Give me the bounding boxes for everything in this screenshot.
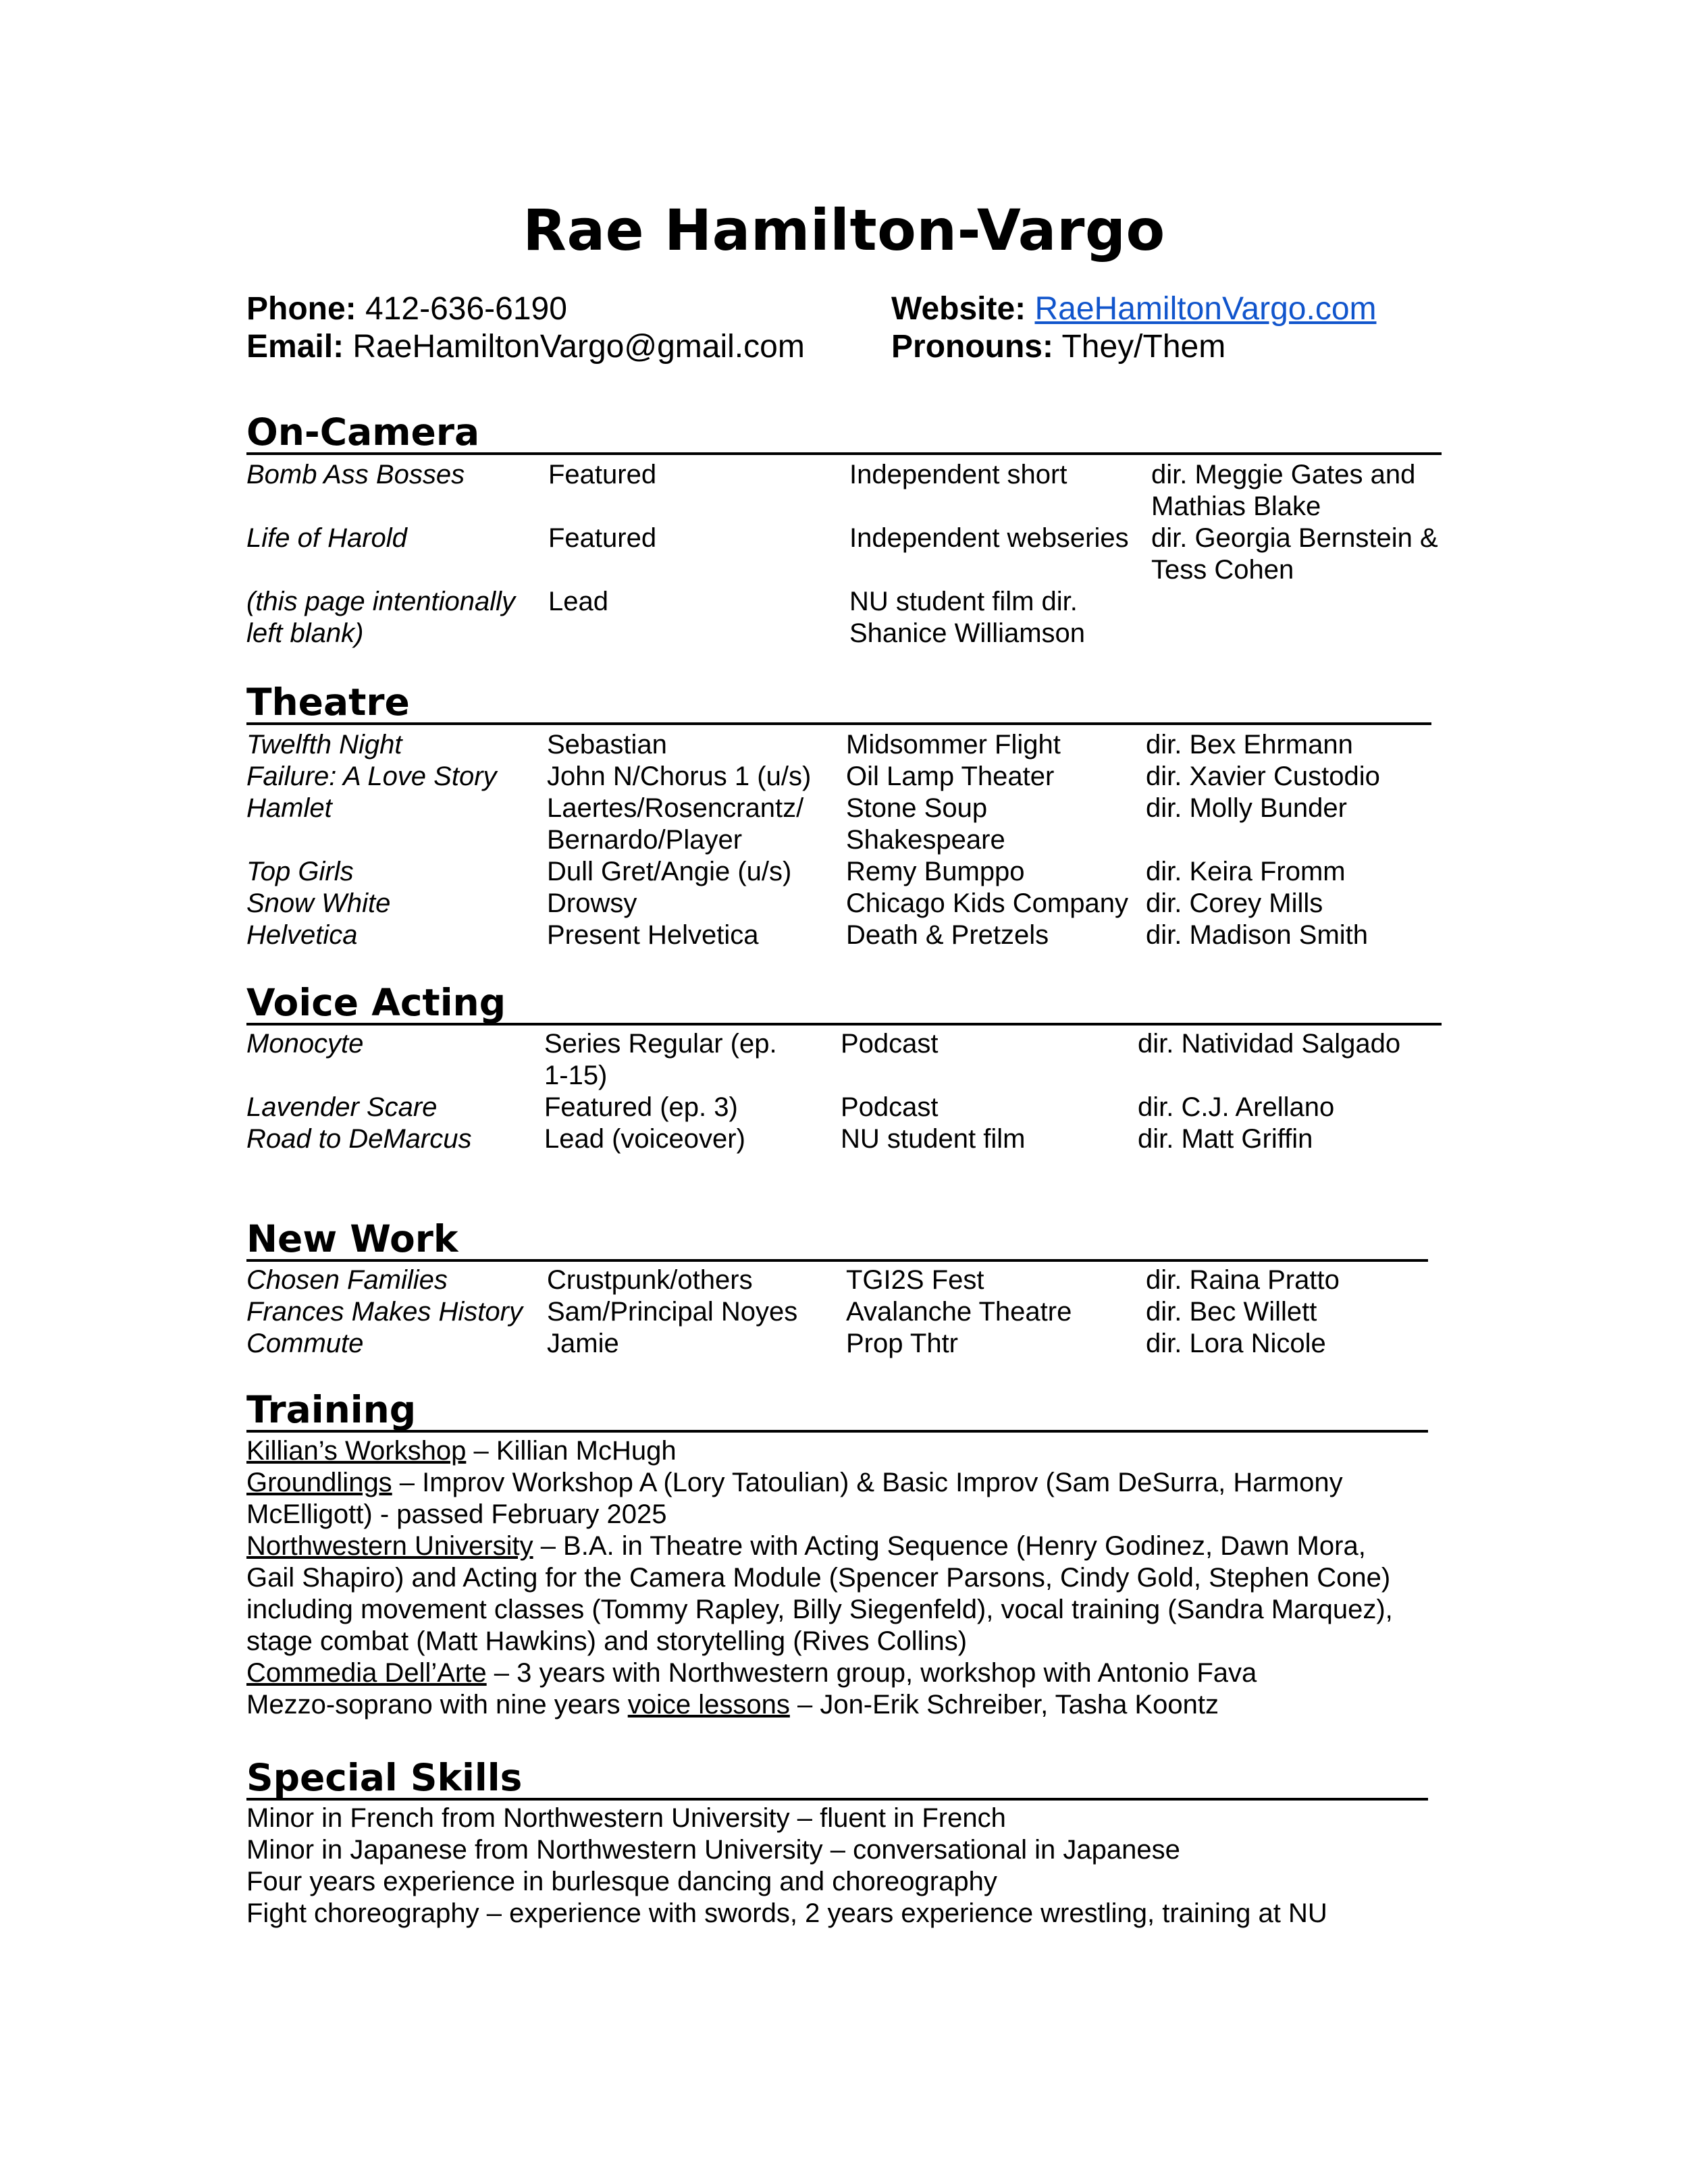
credit-venue: Chicago Kids Company [846, 888, 1128, 918]
training-line: Groundlings – Improv Workshop A (Lory Tatoulian) & Basic Improv (Sam DeSurra, Harmony [246, 1468, 1343, 1497]
credit-role: Lead [548, 587, 608, 616]
credit-venue: NU student film [841, 1124, 1026, 1154]
skill-line: Minor in Japanese from Northwestern University – conversational in Japanese [246, 1835, 1180, 1865]
training-link: Northwestern University [246, 1531, 533, 1561]
skill-line: Four years experience in burlesque dancing and choreography [246, 1867, 997, 1896]
section-heading-on-camera: On-Camera [246, 412, 1442, 455]
credit-venue: Oil Lamp Theater [846, 762, 1055, 791]
training-line: Commedia Dell’Arte – 3 years with Northwestern group, workshop with Antonio Fava [246, 1658, 1257, 1688]
credit-title: Frances Makes History [246, 1297, 523, 1327]
credit-director: dir. Meggie Gates and Mathias Blake [1151, 460, 1416, 521]
credit-role: Featured [548, 523, 657, 553]
credit-role: Featured [548, 460, 657, 489]
section-heading-training: Training [246, 1389, 1428, 1433]
credit-role: Crustpunk/others [547, 1265, 753, 1295]
credit-director: dir. Bec Willett [1146, 1297, 1317, 1327]
section-heading-voice-acting: Voice Acting [246, 982, 1442, 1026]
skill-line: Fight choreography – experience with swords, 2 years experience wrestling, training at NU [246, 1898, 1327, 1928]
credit-director: dir. Keira Fromm [1146, 857, 1346, 886]
credit-role: Laertes/Rosencrantz/ Bernardo/Player [547, 793, 804, 855]
credit-director: dir. Matt Griffin [1138, 1124, 1313, 1154]
credit-role: Dull Gret/Angie (u/s) [547, 857, 792, 886]
credit-role: Series Regular (ep. 1-15) [544, 1029, 777, 1090]
credit-title: Lavender Scare [246, 1092, 438, 1122]
phone-value: 412-636-6190 [365, 291, 567, 327]
training-link: Commedia Dell’Arte [246, 1658, 487, 1688]
credit-venue: Podcast [841, 1029, 939, 1059]
credit-director: dir. Georgia Bernstein & Tess Cohen [1151, 523, 1438, 585]
section-heading-new-work: New Work [246, 1219, 1428, 1262]
credit-director: dir. Xavier Custodio [1146, 762, 1380, 791]
website-link[interactable]: RaeHamiltonVargo.com [1034, 291, 1377, 327]
credit-venue: TGI2S Fest [846, 1265, 984, 1295]
credit-venue: Prop Thtr [846, 1329, 958, 1358]
pronouns-line [891, 328, 1225, 366]
section-heading-theatre: Theatre [246, 682, 1431, 725]
credit-director: dir. Raina Pratto [1146, 1265, 1340, 1295]
training-line: Northwestern University – B.A. in Theatre with Acting Sequence (Henry Godinez, Dawn Mora, [246, 1531, 1366, 1561]
credit-role: Present Helvetica [547, 920, 759, 950]
email-value: RaeHamiltonVargo@gmail.com [352, 329, 805, 365]
credit-title: Monocyte [246, 1029, 364, 1059]
credit-title: Failure: A Love Story [246, 762, 497, 791]
training-line: including movement classes (Tommy Rapley, Billy Siegenfeld), vocal training (Sandra Marquez), [246, 1595, 1393, 1624]
credit-role: Jamie [547, 1329, 619, 1358]
credit-role: Featured (ep. 3) [544, 1092, 738, 1122]
training-link: Killian’s Workshop [246, 1436, 467, 1466]
credit-role: John N/Chorus 1 (u/s) [547, 762, 812, 791]
credit-title: (this page intentionally left blank) [246, 587, 516, 648]
credit-director: dir. Natividad Salgado [1138, 1029, 1401, 1059]
credit-venue: Podcast [841, 1092, 939, 1122]
credit-venue: Death & Pretzels [846, 920, 1049, 950]
website-line [891, 290, 1377, 328]
training-link: voice lessons [627, 1690, 790, 1720]
training-line: McElligott) - passed February 2025 [246, 1499, 667, 1529]
training-line: Killian’s Workshop – Killian McHugh [246, 1436, 677, 1466]
email-line [246, 328, 805, 366]
credit-title: Life of Harold [246, 523, 407, 553]
section-heading-special-skills: Special Skills [246, 1757, 1428, 1801]
credit-role: Sam/Principal Noyes [547, 1297, 798, 1327]
credit-venue: Avalanche Theatre [846, 1297, 1072, 1327]
credit-venue: Stone Soup Shakespeare [846, 793, 1005, 855]
credit-title: Chosen Families [246, 1265, 448, 1295]
training-line: Gail Shapiro) and Acting for the Camera Module (Spencer Parsons, Cindy Gold, Stephen Cone) [246, 1563, 1391, 1593]
credit-title: Hamlet [246, 793, 332, 823]
credit-title: Commute [246, 1329, 364, 1358]
credit-director: dir. C.J. Arellano [1138, 1092, 1335, 1122]
resume-name: Rae Hamilton-Vargo [523, 197, 1165, 263]
pronouns-label: Pronouns: [891, 329, 1053, 365]
credit-title: Twelfth Night [246, 730, 402, 760]
credit-role: Lead (voiceover) [544, 1124, 745, 1154]
credit-venue: NU student film dir. Shanice Williamson [849, 587, 1086, 648]
training-line: Mezzo-soprano with nine years voice lessons – Jon-Erik Schreiber, Tasha Koontz [246, 1690, 1219, 1720]
email-label: Email: [246, 329, 344, 365]
skill-line: Minor in French from Northwestern University – fluent in French [246, 1803, 1006, 1833]
training-link: Groundlings [246, 1468, 392, 1497]
website-label: Website: [891, 291, 1026, 327]
credit-role: Drowsy [547, 888, 637, 918]
credit-title: Bomb Ass Bosses [246, 460, 465, 489]
credit-director: dir. Bex Ehrmann [1146, 730, 1353, 760]
credit-venue: Remy Bumppo [846, 857, 1025, 886]
credit-director: dir. Molly Bunder [1146, 793, 1347, 823]
phone-label: Phone: [246, 291, 357, 327]
credit-venue: Midsommer Flight [846, 730, 1061, 760]
pronouns-value: They/Them [1061, 329, 1226, 365]
credit-director: dir. Corey Mills [1146, 888, 1323, 918]
credit-role: Sebastian [547, 730, 667, 760]
credit-title: Top Girls [246, 857, 354, 886]
credit-title: Helvetica [246, 920, 358, 950]
credit-director: dir. Lora Nicole [1146, 1329, 1326, 1358]
credit-title: Snow White [246, 888, 391, 918]
phone-line [246, 290, 567, 328]
credit-venue: Independent short [849, 460, 1067, 489]
credit-director: dir. Madison Smith [1146, 920, 1369, 950]
credit-title: Road to DeMarcus [246, 1124, 472, 1154]
credit-venue: Independent webseries [849, 523, 1129, 553]
training-line: stage combat (Matt Hawkins) and storytelling (Rives Collins) [246, 1626, 968, 1656]
